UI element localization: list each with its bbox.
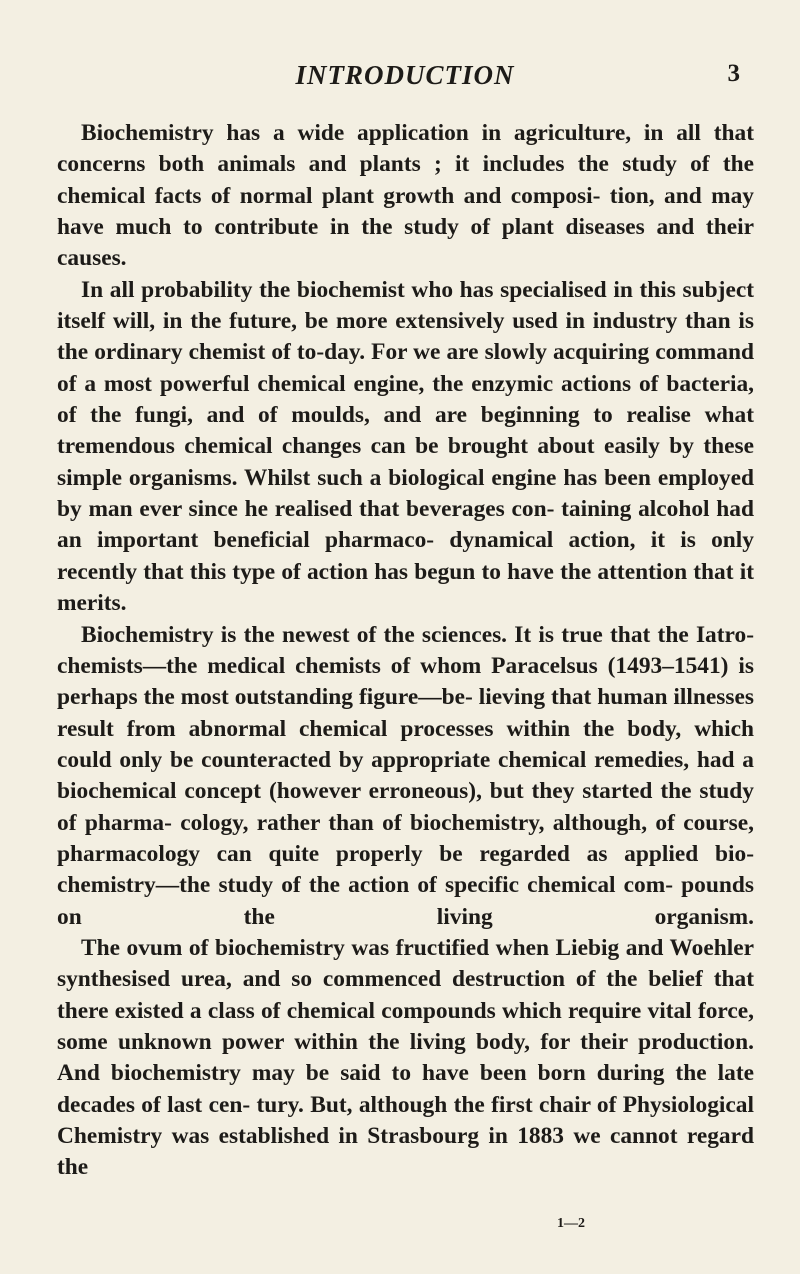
paragraph-agriculture: Biochemistry has a wide application in agriculture, in all that concerns both animals and plants ; it includes the study of the chemical facts of normal plant growth and composi- tion, and may have much to contribute in the study of plant diseases and their causes. bbox=[57, 120, 754, 272]
running-title: INTRODUCTION bbox=[295, 60, 515, 90]
running-head bbox=[70, 60, 740, 100]
body-text bbox=[57, 118, 754, 1184]
page-number: 3 bbox=[727, 60, 740, 87]
paragraph-industry: In all probability the biochemist who has specialised in this subject itself will, in the future, be more extensively used in industry than is the ordinary chemist of to-day. For we are slowly acquiring command of a most powerful chemical engine, the enzymic actions of bacteria, of the fungi, and of moulds, and are beginning to realise what tremendous chemical changes can be brought about easily by these simple organisms. Whilst such a biological engine has been employed by man ever since he realised that beverages con- taining alcohol had an important beneficial pharmaco- dynamical action, it is only recently that this type of action has begun to have the attention that it merits. bbox=[57, 276, 754, 617]
signature-mark: 1—2 bbox=[557, 1216, 585, 1231]
paragraph-ovum: The ovum of biochemistry was fructified when Liebig and Woehler synthesised urea, and so commenced destruction of the belief that there existed a class of chemical compounds which require vital force, some unknown power within the living body, for their production. And biochemistry may be said to have been born during the late decades of last cen- tury. But, although the first chair of Physiological Chemistry was established in Strasbourg in 1883 we cannot regard the bbox=[57, 934, 754, 1181]
paragraph-newest-science: Biochemistry is the newest of the sciences. It is true that the Iatro-chemists—the medical chemists of whom Paracelsus (1493–1541) is perhaps the most outstanding figure—be- lieving that human illnesses result from abnormal chemical processes within the body, which could only be counteracted by appropriate chemical remedies, had a biochemical concept (however erroneous), but they started the study of pharma- cology, rather than of biochemistry, although, of course, pharmacology can quite properly be regarded as applied bio- chemistry—the study of the action of specific chemical com- pounds on the living organism. bbox=[57, 621, 754, 930]
